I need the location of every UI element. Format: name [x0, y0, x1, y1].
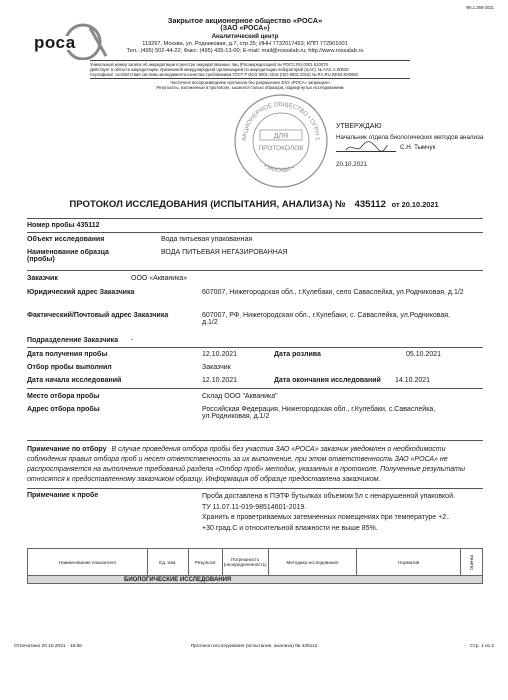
- sampled-by-label: Отбор пробы выполнил: [27, 364, 112, 371]
- company-logo: [28, 22, 108, 60]
- subdivision-label: Подразделение Заказчика: [27, 337, 119, 344]
- section-row: БИОЛОГИЧЕСКИЕ ИССЛЕДОВАНИЯ: [27, 576, 483, 584]
- start-value: 12.10.2021: [202, 377, 238, 384]
- protocol-title: [0, 199, 508, 210]
- results-table: [27, 548, 483, 584]
- received-label: Дата получения пробы: [27, 351, 108, 358]
- protocol-date: от 20.10.2021: [391, 200, 439, 209]
- customer-label: Заказчик: [27, 275, 58, 282]
- subdivision-value: -: [131, 337, 134, 344]
- header-cell: Результат: [189, 549, 223, 576]
- sampling-note-text: В случае проведения отбора пробы без участия ЗАО «РОСА» заказчик уведомлен о необходимости соблюдения правил отбора проб и несет ответственность за их выполнение, при этом ответственность ЗАО «РОСА» не распространяется на выполнение требований раздела «Отбор проб» методик, указанных в протоколе. Полученные результаты относятся к предоставленному заказчиком образцу. Информация об образце предоставлена заказчиком.: [27, 446, 465, 483]
- approval-block: [336, 122, 496, 168]
- divider: [27, 440, 483, 441]
- footer-protocol: Протокол исследования (испытания, анализа) № 435112: [190, 644, 318, 649]
- stamp-bottom-text: • МОСКВА •: [262, 163, 296, 175]
- header-cell: Погрешность (неопределенность): [222, 549, 268, 576]
- org-address: 119297, Москва, ул. Родниковая, д.7, стр.35; ИНН 7732017453; КПП 772901001: [142, 41, 348, 47]
- protocol-number: 435112: [354, 199, 386, 210]
- header-cell: Наименование показателя: [28, 549, 148, 576]
- start-label: Дата начала исследований: [27, 377, 122, 384]
- sample-number: Номер пробы 435112: [27, 222, 100, 229]
- sample-note-line: Хранить в проветриваемых затемненных помещениях при температуре +2..: [202, 514, 451, 521]
- place-value: Склад ООО "Акваника": [202, 393, 278, 400]
- org-contacts: Тел.: (495) 502-44-22; Факс: (495) 435-13-00; E-mail: mail@rossalab.ru; http://www.rossalab.ru: [126, 48, 364, 54]
- header-cell: Ед. изм.: [147, 549, 188, 576]
- accreditation-line: Действует в области аккредитации, признанной международной организацией по аккредитации лабораторий (ILAC) № AAC.A.00020: [90, 67, 349, 72]
- sampling-note-label: Примечание по отбору: [27, 446, 107, 453]
- sampled-by-value: Заказчик: [202, 364, 231, 371]
- header-cell: Норматив: [357, 549, 461, 576]
- sample-note-lines: [202, 492, 487, 534]
- company-header: [120, 16, 370, 55]
- object-value: Вода питьевая упакованная: [161, 236, 253, 243]
- center-name: Аналитический центр: [211, 33, 279, 40]
- bottled-value: 05.10.2021: [406, 351, 442, 358]
- footer-page: Стр. 1 из 2: [470, 644, 494, 649]
- customer-value: ООО «Акваника»: [131, 275, 188, 282]
- place-label: Место отбора пробы: [27, 393, 100, 400]
- received-value: 12.10.2021: [202, 351, 238, 358]
- legal-address-value: 607007, Нижегородская обл., г.Кулебаки, село Саваслейка, ул.Родниковая, д.1/2: [202, 289, 464, 296]
- divider: [27, 488, 483, 489]
- approval-date: 20.10.2021: [336, 161, 367, 168]
- stamp-center-line: ДЛЯ: [273, 133, 289, 140]
- org-name: Закрытое акционерное общество «РОСА»: [167, 16, 323, 25]
- end-label: Дата окончания исследований: [274, 377, 381, 384]
- sample-note-line: Проба доставлена в ПЭТФ бутылках объемом 5л с ненарушенной упаковкой.: [202, 493, 455, 500]
- divider: [27, 232, 483, 233]
- stamp-ring-text: АКЦИОНЕРНОЕ ОБЩЕСТВО • ОГРН 1: [241, 101, 321, 142]
- form-code: Ф6.1.358-2021: [466, 5, 494, 10]
- sample-name-label: Наименование образца (пробы): [27, 249, 109, 263]
- organization-stamp: [232, 92, 330, 190]
- accreditation-line: Уникальный номер записи об аккредитации в реестре аккредитованных лиц (Росаккредитация) № РОСС RU.0001.510078: [90, 62, 328, 67]
- bottled-label: Дата розлива: [274, 351, 321, 358]
- stamp-center-line: ПРОТОКОЛОВ: [258, 145, 304, 152]
- postal-address-value: 607007, РФ, Нижегородская обл., г.Кулебаки, с. Саваслейка, ул.Родниковая, д.1/2: [202, 312, 450, 326]
- footer-printed: Отпечатано 20.10.2021 - 16:56: [14, 644, 82, 649]
- notes-block: [90, 80, 410, 90]
- approval-title: УТВЕРЖДАЮ: [336, 123, 382, 130]
- sample-note-line: +30 град.С и относительной влажности не выше 85%.: [202, 524, 378, 532]
- end-value: 14.10.2021: [395, 377, 431, 384]
- sample-note-label: Примечание к пробе: [27, 492, 99, 499]
- signer-name: С.Н. Тымчук: [400, 144, 436, 151]
- sample-note-line: ТУ 11.07.11-019-98514601-2019.: [202, 503, 307, 511]
- header-cell: Методика исследования: [268, 549, 357, 576]
- org-short-name: (ЗАО «РОСА»): [220, 25, 270, 32]
- accreditation-block: [90, 62, 410, 77]
- logo-text: роса: [34, 33, 76, 52]
- object-label: Объект исследования: [27, 236, 105, 243]
- signature-mark: [344, 140, 390, 154]
- place-address-value: Российская Федерация, Нижегородская обл., г.Кулебаки, с.Саваслейка, ул.Родниковая, д.1/2: [202, 406, 436, 420]
- results-table-header: [28, 549, 483, 576]
- accreditation-line: Сертификат соответствия системы менеджмента качества требованиям ГОСТ Р ИСО 9001-2015 (ISO 9001:2015) № RA.RU.RK63.K00050: [90, 72, 358, 77]
- header-cell: [461, 549, 483, 576]
- place-address-label: Адрес отбора пробы: [27, 406, 100, 413]
- header-divider: [90, 60, 410, 61]
- header-divider: [90, 78, 410, 79]
- reproduction-note: Частичное воспроизведение протокола без разрешения ЗАО «РОСА» запрещено: [170, 80, 330, 85]
- svg-text:• МОСКВА •: [262, 163, 295, 174]
- sampling-note: [27, 445, 483, 485]
- divider: [27, 347, 483, 348]
- protocol-title-text: ПРОТОКОЛ ИССЛЕДОВАНИЯ (ИСПЫТАНИЯ, АНАЛИЗА) №: [69, 199, 346, 210]
- sample-name-value: ВОДА ПИТЬЕВАЯ НЕГАЗИРОВАННАЯ: [161, 249, 288, 256]
- postal-address-label: Фактический/Почтовый адрес Заказчика: [27, 312, 169, 319]
- header-cell-rotated: Оценка: [469, 554, 475, 570]
- divider: [27, 270, 483, 271]
- approver-position: Начальник отдела биологических методов анализа: [336, 134, 484, 141]
- legal-address-label: Юридический адрес Заказчика: [27, 289, 135, 296]
- results-note: Результаты, изложенные в протоколе, касаются только образцов, подвергнутых исследованиям: [156, 85, 344, 90]
- divider: [27, 218, 483, 219]
- divider: [27, 388, 483, 389]
